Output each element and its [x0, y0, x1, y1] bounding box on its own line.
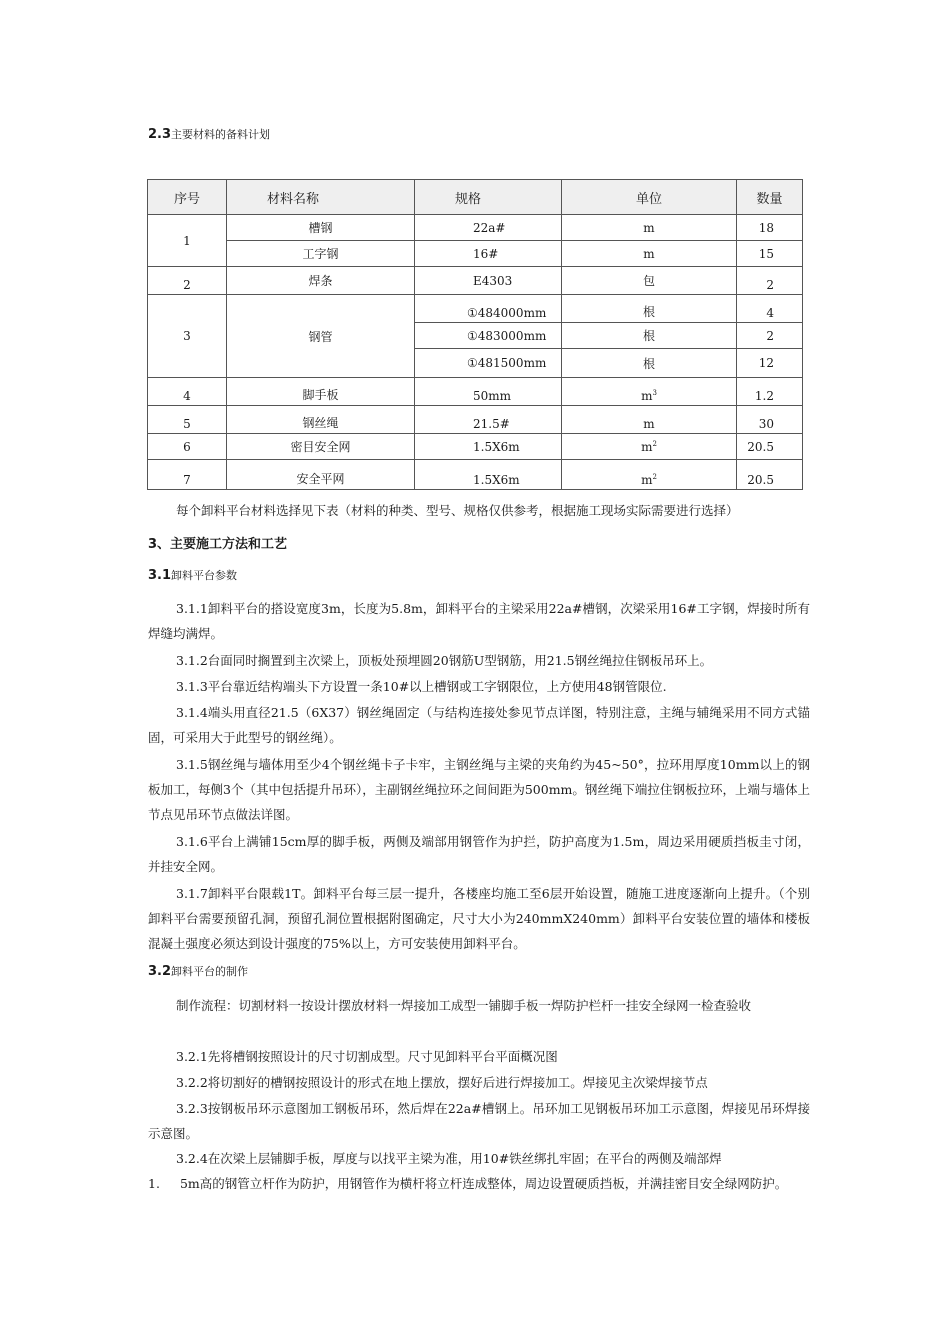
unit-text: m [641, 439, 653, 454]
table-row [148, 378, 803, 406]
section-number: 3.1 [148, 568, 172, 583]
row-spec: 1.5X6m [415, 434, 562, 460]
unit-superscript: 2 [652, 439, 657, 448]
table-row [148, 460, 803, 490]
row-no: 5 [148, 406, 227, 434]
section-title: 卸料平台参数 [171, 569, 238, 582]
row-qty: 18 [737, 215, 803, 241]
row-qty: 2 [737, 323, 803, 349]
section-2-3-heading [148, 126, 270, 142]
table-row [148, 241, 803, 267]
unit-superscript: 3 [652, 389, 657, 397]
row-unit: m [562, 241, 737, 267]
section-3-2-heading [148, 963, 248, 979]
header-qty: 数量 [737, 180, 803, 215]
paragraph-3-1-3: 3.1.3平台靠近结构端头下方设置一条10#以上槽钢或工字钢限位，上方使用48钢管限位. [176, 679, 667, 694]
row-name: 安全平网 [227, 460, 415, 490]
row-spec: 22a# [415, 215, 562, 241]
row-unit [562, 460, 737, 490]
unit-text: m [641, 389, 653, 403]
row-spec: 1.5X6m [415, 460, 562, 490]
table-row [148, 295, 803, 323]
row-qty: 20.5 [737, 460, 803, 490]
row-unit [562, 434, 737, 460]
header-no: 序号 [148, 180, 227, 215]
header-unit: 单位 [562, 180, 737, 215]
row-name: 焊条 [227, 267, 415, 295]
section-title: 主要材料的备料计划 [171, 128, 271, 141]
row-spec: E4303 [415, 267, 562, 295]
paragraph-3-2-2: 3.2.2将切割好的槽钢按照设计的形式在地上摆放，摆好后进行焊接加工。焊接见主次梁焊接节点 [176, 1075, 708, 1090]
row-name: 工字钢 [227, 241, 415, 267]
paragraph-3-1-4: 3.1.4端头用直径21.5（6X37）钢丝绳固定（与结构连接处参见节点详图，特别注意，主绳与辅绳采用不同方式锚固，可采用大于此型号的钢丝绳）。 [148, 705, 810, 745]
row-spec: 16# [415, 241, 562, 267]
row-qty: 15 [737, 241, 803, 267]
row-qty: 30 [737, 406, 803, 434]
unit-superscript: 2 [652, 473, 657, 481]
paragraph-3-2-1: 3.2.1先将槽钢按照设计的尺寸切割成型。尺寸见卸料平台平面概况图 [176, 1049, 558, 1064]
row-unit: m [562, 406, 737, 434]
paragraph-3-2-4-continued [148, 1171, 810, 1196]
paragraph-flow: 制作流程：切割材料一按设计摆放材料一焊接加工成型一铺脚手板一焊防护栏杆一挂安全绿网一检查验收 [176, 998, 752, 1013]
row-spec: 50mm [415, 378, 562, 406]
table-row [148, 434, 803, 460]
row-unit: m [562, 215, 737, 241]
paragraph-3-1-7: 3.1.7卸料平台限载1T。卸料平台每三层一提升，各楼座均施工至6层开始设置，随施工进度逐渐向上提升。（个别卸料平台需要预留孔洞，预留孔洞位置根据附图确定，尺寸大小为240mmX240mm）卸料平台安装位置的墙体和楼板混凝土强度必须达到设计强度的75%以上，方可安装使用卸料平台。 [148, 886, 810, 951]
row-qty: 20.5 [737, 434, 803, 460]
table-note: 每个卸料平台材料选择见下表（材料的种类、型号、规格仅供参考，根据施工现场实际需要进行选择） [176, 503, 739, 518]
row-no: 1 [148, 215, 227, 267]
row-unit: 根 [562, 295, 737, 323]
table-row [148, 215, 803, 241]
row-name: 钢管 [227, 295, 415, 378]
row-no: 2 [148, 267, 227, 295]
row-qty: 4 [737, 295, 803, 323]
section-3-heading: 3、主要施工方法和工艺 [148, 537, 288, 552]
row-name: 密目安全网 [227, 434, 415, 460]
row-no: 7 [148, 460, 227, 490]
section-number: 2.3 [148, 127, 172, 142]
table-header-row [148, 180, 803, 215]
section-number: 3.2 [148, 964, 172, 979]
row-name: 脚手板 [227, 378, 415, 406]
list-marker: 1. [148, 1176, 160, 1191]
row-spec: ①481500mm [415, 349, 562, 378]
row-unit [562, 378, 737, 406]
header-spec: 规格 [415, 180, 562, 215]
paragraph-3-2-3: 3.2.3按钢板吊环示意图加工钢板吊环，然后焊在22a#槽钢上。吊环加工见钢板吊环加工示意图，焊接见吊环焊接示意图。 [148, 1101, 810, 1141]
materials-table [147, 179, 803, 490]
row-name: 钢丝绳 [227, 406, 415, 434]
row-spec: ①483000mm [415, 323, 562, 349]
row-unit: 包 [562, 267, 737, 295]
row-name: 槽钢 [227, 215, 415, 241]
paragraph-3-1-1: 3.1.1卸料平台的搭设宽度3m，长度为5.8m，卸料平台的主梁采用22a#槽钢，次梁采用16#工字钢，焊接时所有焊缝均满焊。 [148, 601, 810, 641]
row-qty: 1.2 [737, 378, 803, 406]
unit-text: m [641, 473, 653, 487]
paragraph-3-1-2: 3.1.2台面同时搁置到主次梁上，顶板处预埋圆20钢筋U型钢筋，用21.5钢丝绳拉住钢板吊环上。 [176, 653, 713, 668]
table-row [148, 267, 803, 295]
row-qty: 12 [737, 349, 803, 378]
header-name: 材料名称 [227, 180, 415, 215]
row-unit: 根 [562, 323, 737, 349]
row-no: 3 [148, 295, 227, 378]
section-3-1-heading [148, 567, 237, 583]
row-spec: ①484000mm [415, 295, 562, 323]
continued-text: 5m高的钢管立杆作为防护，用钢管作为横杆将立杆连成整体，周边设置硬质挡板，并满挂密目安全绿网防护。 [179, 1176, 788, 1191]
row-no: 6 [148, 434, 227, 460]
row-qty: 2 [737, 267, 803, 295]
table-row [148, 406, 803, 434]
paragraph-3-1-5: 3.1.5钢丝绳与墙体用至少4个钢丝绳卡子卡牢，主钢丝绳与主梁的夹角约为45~50°，拉环用厚度10mm以上的钢板加工，每侧3个（其中包括提升吊环），主副钢丝绳拉环之间间距为500mm。钢丝绳下端拉住钢板拉环，上端与墙体上节点见吊环节点做法详图。 [148, 757, 810, 822]
section-title: 卸料平台的制作 [171, 965, 249, 978]
row-unit: 根 [562, 349, 737, 378]
paragraph-3-2-4: 3.2.4在次梁上层铺脚手板，厚度与以找平主梁为准，用10#铁丝绑扎牢固；在平台的两侧及端部焊 [176, 1151, 722, 1166]
row-spec: 21.5# [415, 406, 562, 434]
paragraph-3-1-6: 3.1.6平台上满铺15cm厚的脚手板，两侧及端部用钢管作为护拦，防护高度为1.5m，周边采用硬质挡板圭寸闭，并挂安全网。 [148, 834, 810, 874]
row-no: 4 [148, 378, 227, 406]
